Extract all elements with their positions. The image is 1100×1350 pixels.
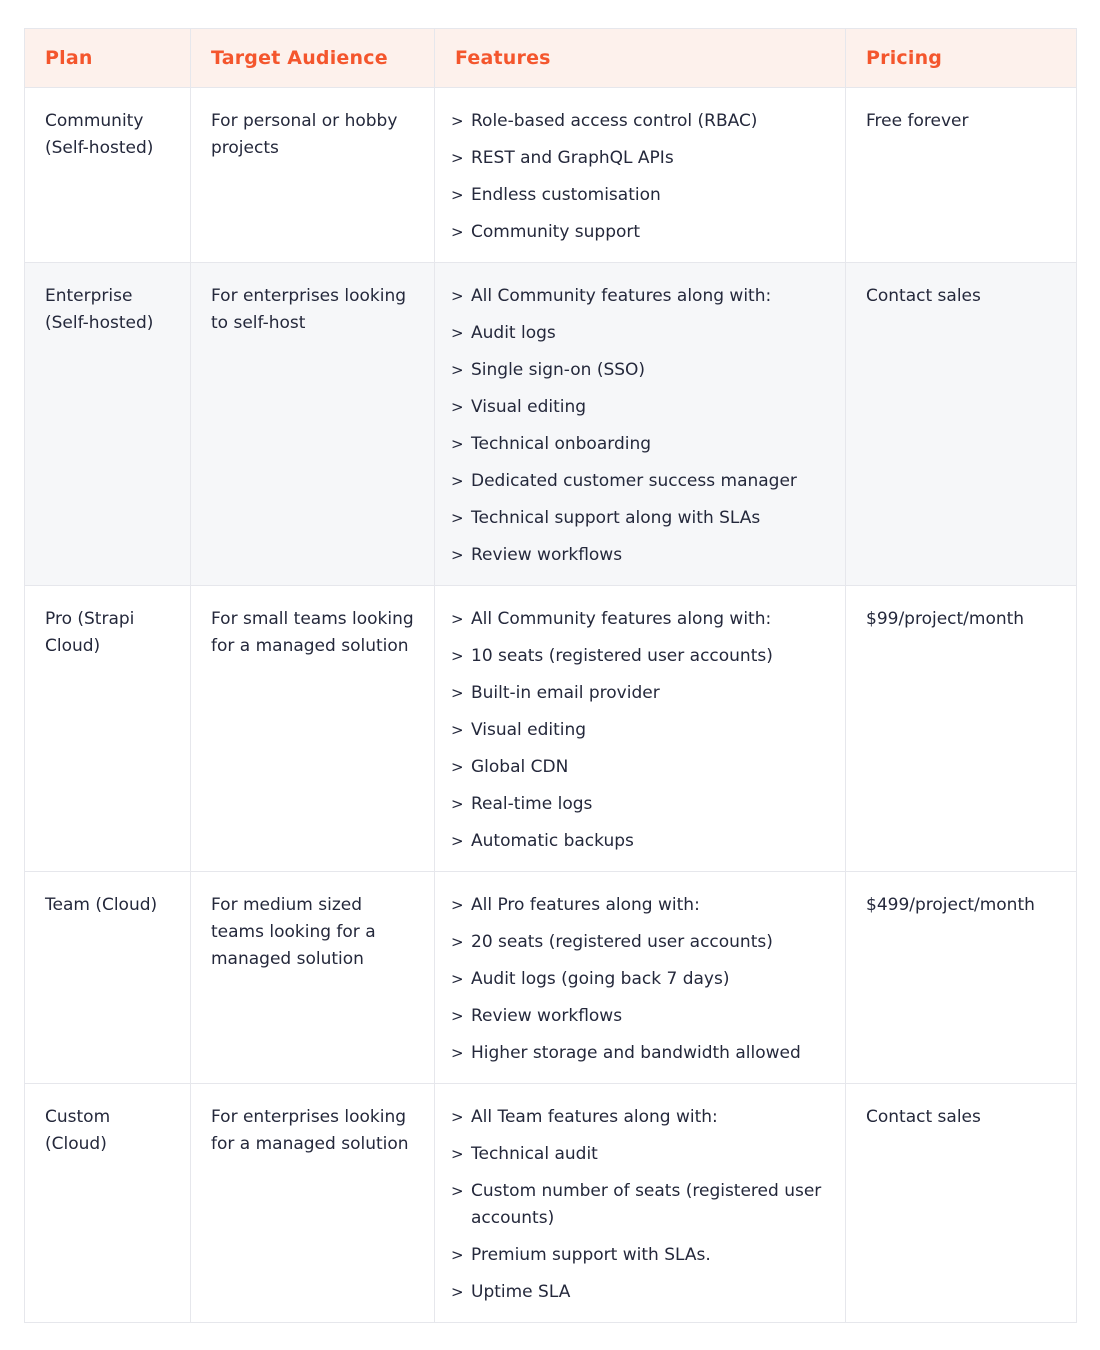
- feature-item: [451, 606, 825, 633]
- feature-label: Visual editing: [471, 397, 587, 417]
- feature-label: Review workflows: [471, 545, 623, 565]
- feature-label: Premium support with SLAs.: [471, 1245, 711, 1265]
- feature-item: [451, 505, 825, 532]
- audience-cell: For enterprises looking to self-host: [191, 263, 435, 586]
- feature-label: Automatic backups: [471, 831, 634, 851]
- pricing-cell: Contact sales: [846, 1084, 1077, 1323]
- feature-label: Endless customisation: [471, 185, 661, 205]
- chevron-right-icon: >: [451, 149, 464, 167]
- feature-item: [451, 108, 825, 135]
- table-row-enterprise-self-hosted: [25, 263, 1077, 586]
- chevron-right-icon: >: [451, 112, 464, 130]
- pricing-cell: Free forever: [846, 88, 1077, 263]
- column-header-features: Features: [435, 29, 846, 88]
- chevron-right-icon: >: [451, 472, 464, 490]
- audience-cell: For small teams looking for a managed solution: [191, 586, 435, 872]
- feature-label: Role-based access control (RBAC): [471, 111, 758, 131]
- chevron-right-icon: >: [451, 223, 464, 241]
- feature-label: Real-time logs: [471, 794, 593, 814]
- feature-item: [451, 542, 825, 569]
- feature-item: [451, 394, 825, 421]
- chevron-right-icon: >: [451, 721, 464, 739]
- feature-item: [451, 828, 825, 855]
- chevron-right-icon: >: [451, 970, 464, 988]
- audience-cell: For medium sized teams looking for a managed solution: [191, 872, 435, 1084]
- feature-label: All Community features along with:: [471, 609, 772, 629]
- table-row-custom-cloud: [25, 1084, 1077, 1323]
- pricing-cell: Contact sales: [846, 263, 1077, 586]
- feature-item: [451, 1104, 825, 1131]
- feature-label: Higher storage and bandwidth allowed: [471, 1043, 801, 1063]
- chevron-right-icon: >: [451, 758, 464, 776]
- feature-item: [451, 219, 825, 246]
- plan-cell: Community (Self-hosted): [25, 88, 191, 263]
- feature-item: [451, 929, 825, 956]
- feature-item: [451, 680, 825, 707]
- chevron-right-icon: >: [451, 1044, 464, 1062]
- feature-item: [451, 283, 825, 310]
- chevron-right-icon: >: [451, 509, 464, 527]
- chevron-right-icon: >: [451, 795, 464, 813]
- chevron-right-icon: >: [451, 1283, 464, 1301]
- feature-item: [451, 717, 825, 744]
- chevron-right-icon: >: [451, 324, 464, 342]
- feature-label: All Team features along with:: [471, 1107, 718, 1127]
- feature-label: Visual editing: [471, 720, 587, 740]
- table-row-team-cloud: [25, 872, 1077, 1084]
- feature-item: [451, 320, 825, 347]
- feature-item: [451, 468, 825, 495]
- feature-item: [451, 791, 825, 818]
- feature-item: [451, 182, 825, 209]
- chevron-right-icon: >: [451, 1182, 464, 1200]
- feature-label: All Community features along with:: [471, 286, 772, 306]
- feature-label: Technical onboarding: [471, 434, 652, 454]
- table-row-community-self-hosted: [25, 88, 1077, 263]
- chevron-right-icon: >: [451, 647, 464, 665]
- feature-item: [451, 431, 825, 458]
- feature-item: [451, 1279, 825, 1306]
- chevron-right-icon: >: [451, 832, 464, 850]
- column-header-pricing: Pricing: [846, 29, 1077, 88]
- chevron-right-icon: >: [451, 684, 464, 702]
- feature-item: [451, 1242, 825, 1269]
- feature-label: Single sign-on (SSO): [471, 360, 646, 380]
- column-header-plan: Plan: [25, 29, 191, 88]
- feature-label: Community support: [471, 222, 641, 242]
- feature-label: All Pro features along with:: [471, 895, 700, 915]
- table-row-pro-strapi-cloud: [25, 586, 1077, 872]
- feature-label: Technical support along with SLAs: [471, 508, 761, 528]
- chevron-right-icon: >: [451, 435, 464, 453]
- feature-label: Custom number of seats (registered user accounts): [471, 1181, 822, 1228]
- feature-item: [451, 1003, 825, 1030]
- feature-label: REST and GraphQL APIs: [471, 148, 674, 168]
- feature-item: [451, 966, 825, 993]
- pricing-cell: $99/project/month: [846, 586, 1077, 872]
- feature-item: [451, 643, 825, 670]
- feature-item: [451, 1178, 825, 1232]
- feature-label: Built-in email provider: [471, 683, 660, 703]
- feature-item: [451, 1141, 825, 1168]
- features-cell: [435, 88, 846, 263]
- feature-item: [451, 892, 825, 919]
- feature-label: Review workflows: [471, 1006, 623, 1026]
- audience-cell: For enterprises looking for a managed solution: [191, 1084, 435, 1323]
- chevron-right-icon: >: [451, 186, 464, 204]
- feature-label: Technical audit: [471, 1144, 598, 1164]
- feature-label: Uptime SLA: [471, 1282, 571, 1302]
- chevron-right-icon: >: [451, 610, 464, 628]
- features-cell: [435, 872, 846, 1084]
- chevron-right-icon: >: [451, 1145, 464, 1163]
- plan-cell: Custom (Cloud): [25, 1084, 191, 1323]
- chevron-right-icon: >: [451, 398, 464, 416]
- pricing-plans-table: [24, 28, 1077, 1323]
- feature-label: Global CDN: [471, 757, 569, 777]
- feature-label: Audit logs: [471, 323, 556, 343]
- feature-label: Dedicated customer success manager: [471, 471, 797, 491]
- features-cell: [435, 263, 846, 586]
- table-header: [25, 29, 1077, 88]
- chevron-right-icon: >: [451, 546, 464, 564]
- feature-label: Audit logs (going back 7 days): [471, 969, 730, 989]
- feature-item: [451, 1040, 825, 1067]
- plan-cell: Enterprise (Self-hosted): [25, 263, 191, 586]
- audience-cell: For personal or hobby projects: [191, 88, 435, 263]
- chevron-right-icon: >: [451, 933, 464, 951]
- chevron-right-icon: >: [451, 1108, 464, 1126]
- feature-item: [451, 754, 825, 781]
- chevron-right-icon: >: [451, 1246, 464, 1264]
- column-header-target-audience: Target Audience: [191, 29, 435, 88]
- plan-cell: Team (Cloud): [25, 872, 191, 1084]
- chevron-right-icon: >: [451, 896, 464, 914]
- pricing-cell: $499/project/month: [846, 872, 1077, 1084]
- feature-item: [451, 357, 825, 384]
- feature-label: 10 seats (registered user accounts): [471, 646, 773, 666]
- features-cell: [435, 1084, 846, 1323]
- plan-cell: Pro (Strapi Cloud): [25, 586, 191, 872]
- chevron-right-icon: >: [451, 1007, 464, 1025]
- feature-label: 20 seats (registered user accounts): [471, 932, 773, 952]
- chevron-right-icon: >: [451, 361, 464, 379]
- chevron-right-icon: >: [451, 287, 464, 305]
- table-header-row: [25, 29, 1077, 88]
- table-body: [25, 88, 1077, 1323]
- features-cell: [435, 586, 846, 872]
- feature-item: [451, 145, 825, 172]
